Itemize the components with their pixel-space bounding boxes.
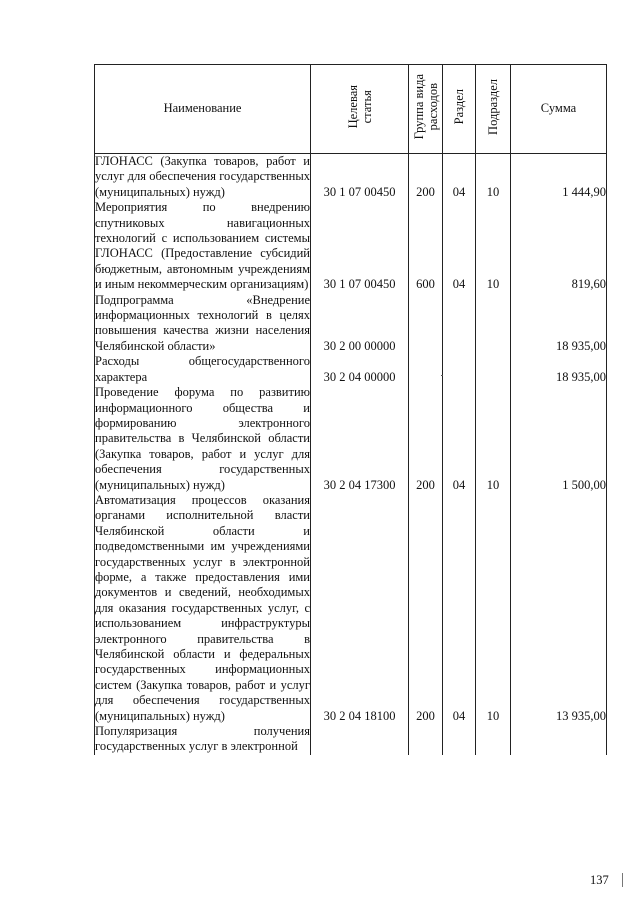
row-name: Мероприятия по внедрению спутниковых навигационных технологий с использованием системы ГЛОНАСС (Предоставление субсидий бюджетным, автономным учреждениям и иным некоммерческим организациям) (95, 200, 310, 292)
row-subsection (476, 293, 511, 355)
row-subsection: 10 (476, 493, 511, 724)
row-subsection: 10 (476, 200, 511, 292)
row-target: 30 2 04 00000 (311, 354, 409, 385)
row-subsection: 10 (476, 154, 511, 201)
header-group: Группа вида расходов (409, 65, 443, 154)
row-subsection: 10 (476, 385, 511, 493)
header-target: Целевая статья (311, 65, 409, 154)
header-subsection: Подраздел (476, 65, 511, 154)
row-target: 30 1 07 00450 (311, 154, 409, 201)
table-row (95, 385, 607, 493)
row-section: 04 (443, 200, 476, 292)
header-sum: Сумма (511, 65, 607, 154)
table-row (95, 200, 607, 292)
row-sum: 13 935,00 (511, 493, 607, 724)
budget-page (94, 64, 606, 755)
row-sum: 1 500,00 (511, 385, 607, 493)
row-section: 04 (443, 493, 476, 724)
row-sum (511, 724, 607, 755)
row-group (409, 293, 443, 355)
row-subsection (476, 354, 511, 385)
row-name: Расходы общегосударственного характера (95, 354, 310, 384)
row-group (409, 354, 443, 385)
row-target: 30 2 04 18100 (311, 493, 409, 724)
margin-mark (622, 873, 623, 887)
row-group: 200 (409, 493, 443, 724)
row-target (311, 724, 409, 755)
header-section: Раздел (443, 65, 476, 154)
row-sum: 18 935,00 (511, 293, 607, 355)
row-sum: 18 935,00 (511, 354, 607, 385)
row-target: 30 2 00 00000 (311, 293, 409, 355)
table-row (95, 724, 607, 755)
row-section: 04 (443, 385, 476, 493)
table-header-row (95, 65, 607, 154)
row-section (443, 724, 476, 755)
row-sum: 1 444,90 (511, 154, 607, 201)
budget-table (94, 64, 607, 755)
row-subsection (476, 724, 511, 755)
row-section (443, 293, 476, 355)
row-section: 04 (443, 154, 476, 201)
table-row (95, 293, 607, 355)
row-target: 30 2 04 17300 (311, 385, 409, 493)
table-row (95, 354, 607, 385)
row-name: Подпрограмма «Внедрение информационных технологий в целях повышения качества жизни населения Челябинской области» (95, 292, 310, 353)
row-group: 200 (409, 385, 443, 493)
table-row (95, 154, 607, 201)
row-name: ГЛОНАСС (Закупка товаров, работ и услуг для обеспечения государственных (муниципальных) нужд) (95, 154, 310, 199)
header-name: Наименование (95, 65, 311, 154)
row-name: Популяризация получения государственных услуг в электронной (95, 724, 310, 754)
row-target: 30 1 07 00450 (311, 200, 409, 292)
row-sum: 819,60 (511, 200, 607, 292)
page-number: 137 (590, 873, 609, 887)
row-group: 600 (409, 200, 443, 292)
row-name: Автоматизация процессов оказания органами исполнительной власти Челябинской области и подведомственными им учреждениями государственных услуг в электронной форме, а также предоставления ими документов и сведений, необходимых для оказания государственных услуг, с использованием инфраструктуры электронного правительства в Челябинской области и федеральных государственных информационных систем (Закупка товаров, работ и услуг для обеспечения государственных (муниципальных) нужд) (95, 492, 310, 723)
scan-speck (441, 375, 443, 376)
row-group: 200 (409, 154, 443, 201)
row-name: Проведение форума по развитию информационного общества и формированию электронного правительства в Челябинской области (Закупка товаров, работ и услуг для обеспечения государственных (муниципальных) нужд) (95, 385, 310, 492)
row-group (409, 724, 443, 755)
table-row (95, 493, 607, 724)
row-section (443, 354, 476, 385)
